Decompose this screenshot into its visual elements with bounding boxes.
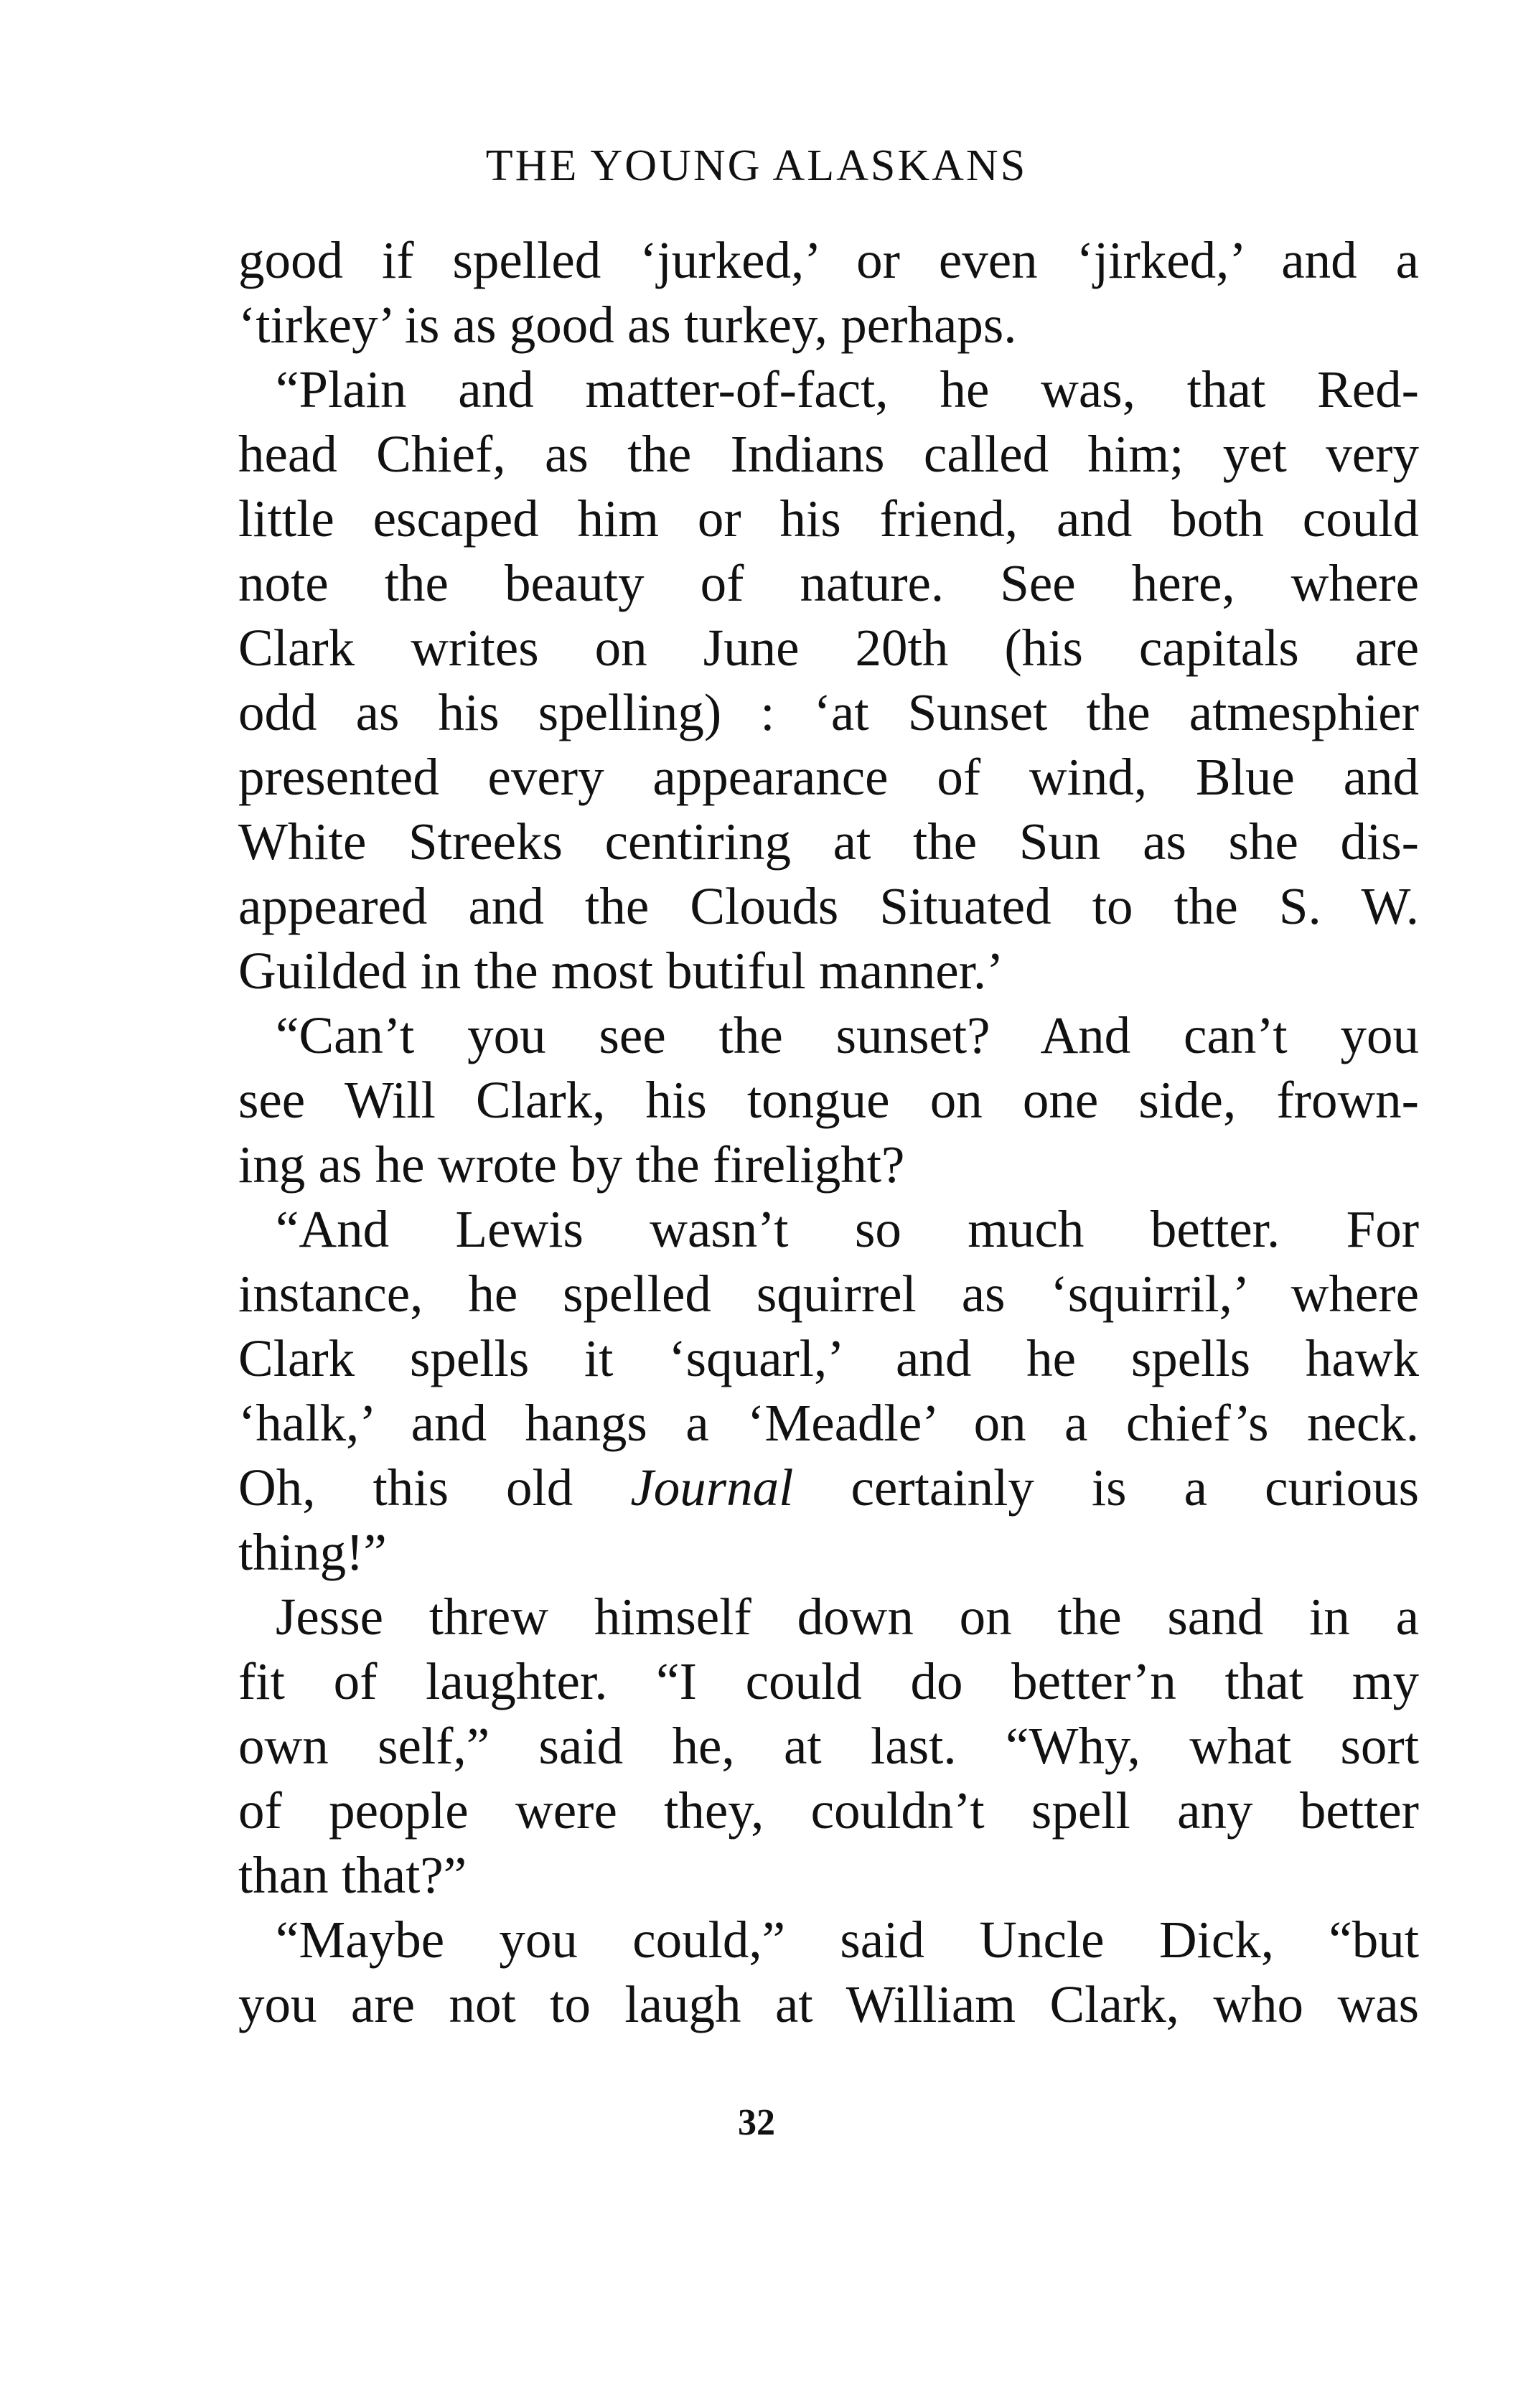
text-segment: certainly is a curious xyxy=(793,1458,1419,1517)
text-line: ‘tirkey’ is as good as turkey, perhaps. xyxy=(238,296,1017,354)
text-line: head Chief, as the Indians called him; yet very xyxy=(238,425,1419,483)
paragraph xyxy=(238,1197,1419,1585)
text-line: Clark writes on June 20th (his capitals are xyxy=(238,619,1419,677)
text-line: “And Lewis wasn’t so much better. For xyxy=(276,1200,1419,1258)
text-line: odd as his spelling) : ‘at Sunset the atmesphier xyxy=(238,683,1419,741)
text-line: ‘halk,’ and hangs a ‘Meadle’ on a chief’s neck. xyxy=(238,1394,1419,1452)
text-line xyxy=(238,1456,1419,1520)
paragraph xyxy=(238,357,1419,1003)
text-line: thing!” xyxy=(238,1523,387,1581)
text-line: good if spelled ‘jurked,’ or even ‘jirked,’ and a xyxy=(238,231,1419,289)
text-line: presented every appearance of wind, Blue and xyxy=(238,748,1419,806)
text-line: “Maybe you could,” said Uncle Dick, “but xyxy=(276,1911,1419,1969)
text-line: little escaped him or his friend, and both could xyxy=(238,489,1419,548)
text-line: ing as he wrote by the firelight? xyxy=(238,1135,905,1194)
text-line: own self,” said he, at last. “Why, what sort xyxy=(238,1717,1419,1775)
paragraph xyxy=(238,1908,1419,2037)
text-line: of people were they, couldn’t spell any better xyxy=(238,1781,1419,1840)
text-line: “Can’t you see the sunset? And can’t you xyxy=(276,1006,1419,1064)
text-line: White Streeks centiring at the Sun as she dis- xyxy=(238,812,1419,871)
paragraph xyxy=(238,228,1419,357)
paragraph xyxy=(238,1003,1419,1197)
italic-title: Journal xyxy=(630,1458,794,1517)
text-line: fit of laughter. “I could do better’n that my xyxy=(238,1652,1419,1710)
text-line: Guilded in the most butiful manner.’ xyxy=(238,942,1004,1000)
text-line: appeared and the Clouds Situated to the S. W. xyxy=(238,877,1419,935)
text-line: Clark spells it ‘squarl,’ and he spells hawk xyxy=(238,1329,1419,1387)
text-line: “Plain and matter-of-fact, he was, that Red- xyxy=(276,360,1419,418)
paragraph xyxy=(238,1585,1419,1908)
text-line: Jesse threw himself down on the sand in a xyxy=(276,1588,1419,1646)
running-head: THE YOUNG ALASKANS xyxy=(485,141,1028,190)
text-line: instance, he spelled squirrel as ‘squirril,’ where xyxy=(238,1265,1419,1323)
text-line: than that?” xyxy=(238,1846,467,1904)
text-line: you are not to laugh at William Clark, who was xyxy=(238,1975,1419,2033)
body-text xyxy=(238,228,1419,2037)
text-segment: Oh, this old xyxy=(238,1458,631,1517)
text-line: note the beauty of nature. See here, where xyxy=(238,554,1419,612)
text-line: see Will Clark, his tongue on one side, frown- xyxy=(238,1071,1419,1129)
page-number: 32 xyxy=(738,2102,775,2143)
